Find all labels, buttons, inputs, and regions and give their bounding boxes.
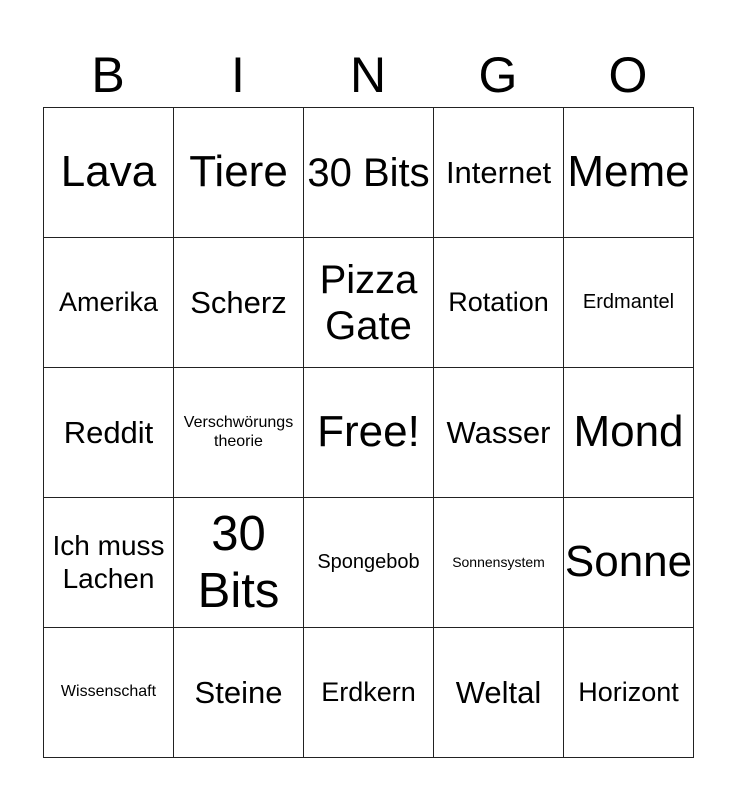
bingo-cell[interactable]: Lava <box>44 108 174 238</box>
bingo-cell[interactable]: 30 Bits <box>174 498 304 628</box>
bingo-cell[interactable]: Sonnensystem <box>434 498 564 628</box>
bingo-cell[interactable]: Reddit <box>44 368 174 498</box>
bingo-cell[interactable]: Wasser <box>434 368 564 498</box>
bingo-header <box>43 40 693 110</box>
bingo-cell[interactable]: Rotation <box>434 238 564 368</box>
bingo-cell[interactable]: Tiere <box>174 108 304 238</box>
bingo-cell[interactable]: Wissenschaft <box>44 628 174 758</box>
bingo-cell[interactable]: Horizont <box>564 628 694 758</box>
bingo-cell[interactable]: Sonne <box>564 498 694 628</box>
header-letter-b: B <box>91 47 125 103</box>
bingo-cell[interactable]: Weltal <box>434 628 564 758</box>
bingo-cell[interactable]: 30 Bits <box>304 108 434 238</box>
bingo-cell[interactable]: Pizza Gate <box>304 238 434 368</box>
bingo-cell[interactable]: Steine <box>174 628 304 758</box>
header-letter-g: G <box>478 47 518 103</box>
bingo-cell[interactable]: Amerika <box>44 238 174 368</box>
board-row <box>44 108 694 238</box>
bingo-cell[interactable]: Internet <box>434 108 564 238</box>
bingo-cell[interactable]: Scherz <box>174 238 304 368</box>
bingo-cell[interactable]: Spongebob <box>304 498 434 628</box>
board-row <box>44 498 694 628</box>
board-row <box>44 368 694 498</box>
bingo-cell[interactable]: Mond <box>564 368 694 498</box>
bingo-cell[interactable]: Verschwörungs theorie <box>174 368 304 498</box>
board-row <box>44 238 694 368</box>
bingo-cell[interactable]: Ich muss Lachen <box>44 498 174 628</box>
bingo-cell-free[interactable]: Free! <box>304 368 434 498</box>
bingo-cell[interactable]: Erdkern <box>304 628 434 758</box>
header-letter-n: N <box>349 47 387 103</box>
header-letter-o: O <box>608 47 648 103</box>
bingo-cell[interactable]: Meme <box>564 108 694 238</box>
bingo-cell[interactable]: Erdmantel <box>564 238 694 368</box>
bingo-board <box>43 107 694 758</box>
header-letter-i: I <box>231 47 245 103</box>
board-row <box>44 628 694 758</box>
